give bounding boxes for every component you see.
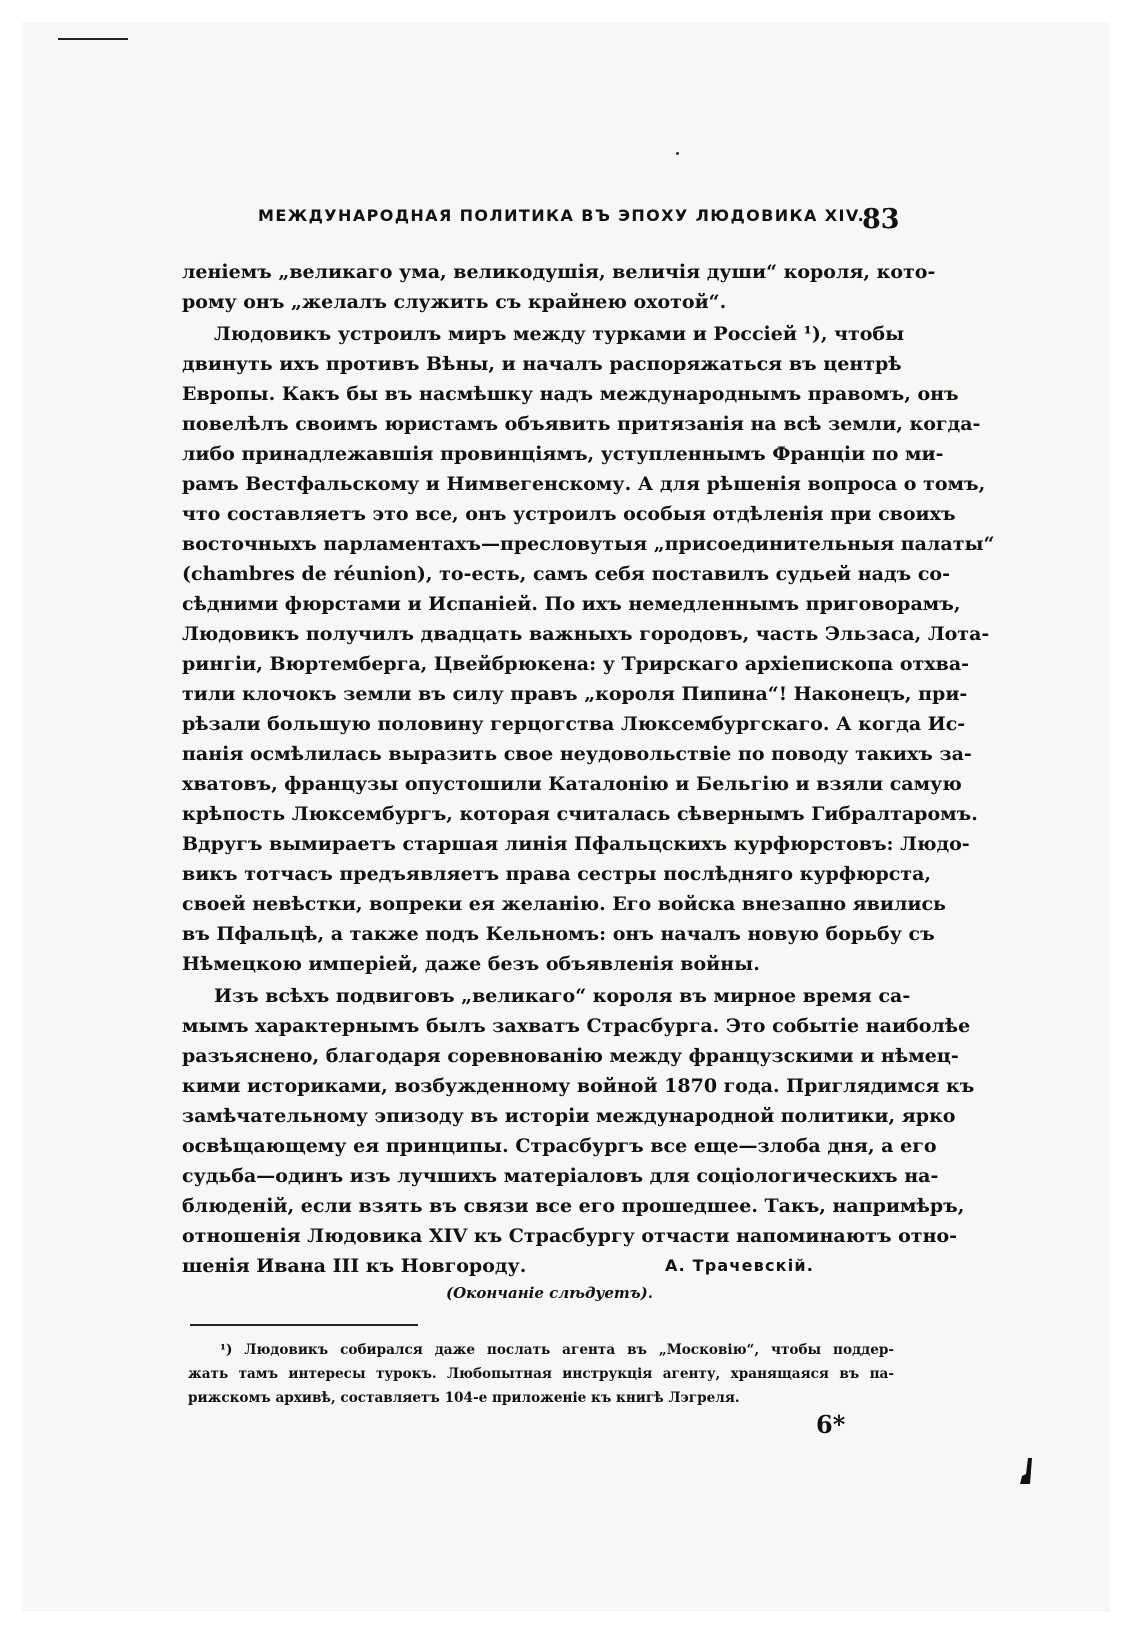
footnote-rule: [190, 1324, 418, 1326]
body-line: своей невѣстки, вопреки ея желанію. Его войска внезапно явились: [182, 893, 946, 915]
footnote-line: ¹) Людовикъ собирался даже послать агента въ „Московію“, чтобы поддер-: [220, 1342, 894, 1358]
page-number: 83: [862, 204, 900, 235]
body-line: повелѣлъ своимъ юристамъ объявить притязанія на всѣ земли, когда-: [182, 413, 981, 435]
body-line: мымъ характернымъ былъ захватъ Страсбурга. Это событіе наиболѣе: [182, 1015, 971, 1037]
body-line: замѣчательному эпизоду въ исторіи международной политики, ярко: [182, 1105, 956, 1127]
body-line: Европы. Какъ бы въ насмѣшку надъ международнымъ правомъ, онъ: [182, 383, 959, 405]
body-line: Изъ всѣхъ подвиговъ „великаго“ короля въ мирное время са-: [214, 985, 911, 1007]
author-signature: А. Трачевскій.: [665, 1256, 815, 1275]
body-line: (chambres de réunion), то-есть, самъ себя поставилъ судьей надъ со-: [182, 563, 950, 585]
body-line: сѣдними фюрстами и Испаніей. По ихъ немедленнымъ приговорамъ,: [182, 593, 961, 615]
body-line: двинуть ихъ противъ Вѣны, и началъ распоряжаться въ центрѣ: [182, 353, 902, 375]
footnote-line: рижскомъ архивѣ, составляетъ 104-е приложеніе къ книгѣ Лэгреля.: [188, 1390, 740, 1406]
body-line: рингіи, Вюртемберга, Цвейбрюкена: у Трирскаго архіепископа отхва-: [182, 653, 970, 675]
body-line: Людовикъ устроилъ миръ между турками и Россіей ¹), чтобы: [214, 323, 905, 345]
page-corner-mark: [1016, 1456, 1034, 1486]
body-line: рамъ Вестфальскому и Нимвегенскому. А для рѣшенія вопроса о томъ,: [182, 473, 986, 495]
body-line: хватовъ, французы опустошили Каталонію и Бельгію и взяли самую: [182, 773, 962, 795]
body-line: крѣпость Люксембургъ, которая считалась сѣвернымъ Гибралтаромъ.: [182, 803, 978, 825]
footnote-line: жать тамъ интересы турокъ. Любопытная инструкція агенту, хранящаяся въ па-: [188, 1366, 894, 1382]
running-title: МЕЖДУНАРОДНАЯ ПОЛИТИКА ВЪ ЭПОХУ ЛЮДОВИКА XIV.: [258, 206, 866, 225]
top-rule: [58, 38, 128, 40]
body-line: освѣщающему ея принципы. Страсбургъ все еще—злоба дня, а его: [182, 1135, 937, 1157]
body-line: судьба—одинъ изъ лучшихъ матеріаловъ для соціологическихъ на-: [182, 1165, 939, 1187]
body-line: рѣзали большую половину герцогства Люксембургскаго. А когда Ис-: [182, 713, 966, 735]
body-line: тили клочокъ земли въ силу правъ „короля Пипина“! Наконецъ, при-: [182, 683, 968, 705]
body-line: Вдругъ вымираетъ старшая линія Пфальцскихъ курфюрстовъ: Людо-: [182, 833, 970, 855]
body-line: блюденій, если взять въ связи все его прошедшее. Такъ, напримѣръ,: [182, 1195, 965, 1217]
continuation-note: (Окончаніе слѣдуетъ).: [446, 1284, 653, 1302]
speck: [676, 152, 679, 155]
body-line: въ Пфальцѣ, а также подъ Кельномъ: онъ началъ новую борьбу съ: [182, 923, 935, 945]
body-line: восточныхъ парламентахъ—пресловутыя „присоединительныя палаты“: [182, 533, 995, 555]
body-line: викъ тотчасъ предъявляетъ права сестры послѣдняго курфюрста,: [182, 863, 931, 885]
body-line: разъяснено, благодаря соревнованію между французскими и нѣмец-: [182, 1045, 959, 1067]
body-line: либо принадлежавшія провинціямъ, уступленнымъ Франціи по ми-: [182, 443, 944, 465]
body-line: леніемъ „великаго ума, великодушія, величія души“ короля, кото-: [182, 261, 936, 283]
body-line: кими историками, возбужденному войной 1870 года. Приглядимся къ: [182, 1075, 975, 1097]
body-line: Нѣмецкою имперіей, даже безъ объявленія войны.: [182, 953, 760, 975]
body-line: шенія Ивана III къ Новгороду.: [182, 1255, 527, 1277]
body-line: что составляетъ это все, онъ устроилъ особыя отдѣленія при своихъ: [182, 503, 956, 525]
body-line: панія осмѣлилась выразить свое неудовольствіе по поводу такихъ за-: [182, 743, 972, 765]
body-line: отношенія Людовика XIV къ Страсбургу отчасти напоминаютъ отно-: [182, 1225, 958, 1247]
printer-signature-mark: 6*: [816, 1410, 846, 1439]
body-line: рому онъ „желалъ служить съ крайнею охотой“.: [182, 291, 727, 313]
body-line: Людовикъ получилъ двадцать важныхъ городовъ, часть Эльзаса, Лота-: [182, 623, 990, 645]
